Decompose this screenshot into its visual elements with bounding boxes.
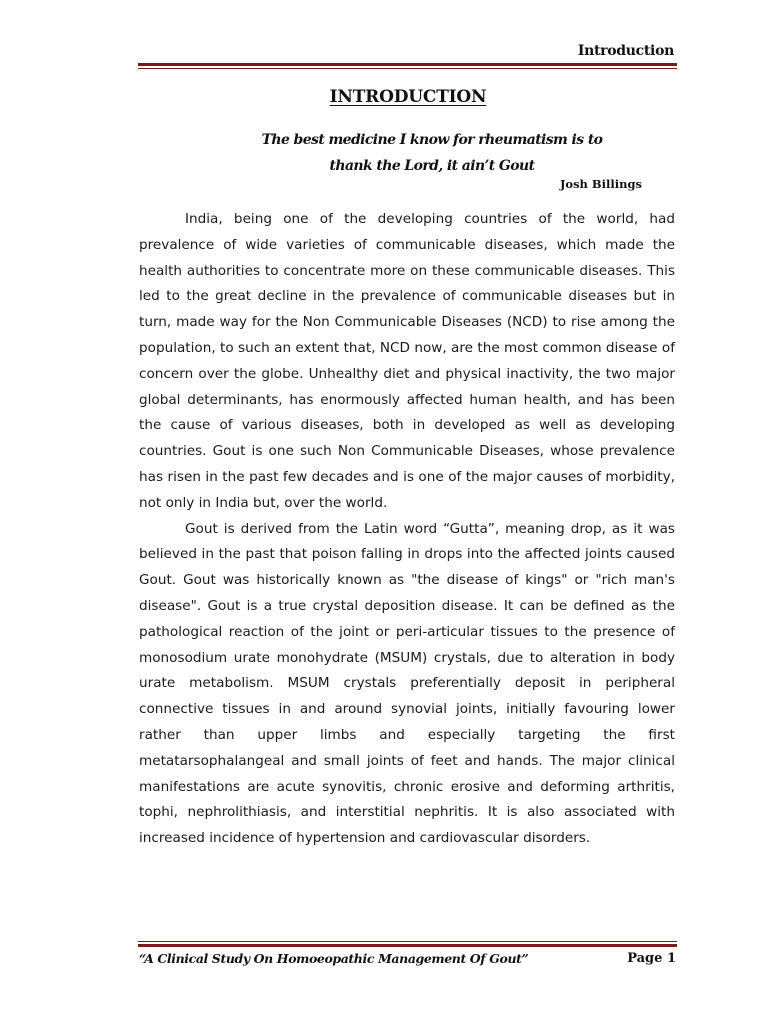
header-rule-thick [138,63,677,66]
footer-title: “A Clinical Study On Homoeopathic Management Of Gout” [139,951,529,966]
header-rule-thin [138,68,677,69]
paragraph-1: India, being one of the developing countries of the world, had prevalence of wide varieties of communicable diseases, which made the health authorities to concentrate more on these communicable diseases. This led to the great decline in the prevalence of communicable diseases but in turn, made way for the Non Communicable Diseases (NCD) to rise among the population, to such an extent that, NCD now, are the most common disease of concern over the globe. Unhealthy diet and physical inactivity, the two major global determinants, has enormously affected human health, and has been the cause of various diseases, both in developed as well as developing countries. Gout is one such Non Communicable Diseases, whose prevalence has risen in the past few decades and is one of the major causes of morbidity, not only in India but, over the world. [139,211,675,511]
running-header: Introduction [577,43,674,59]
paragraph-2: Gout is derived from the Latin word “Gutta”, meaning drop, as it was believed in the past that poison falling in drops into the affected joints caused Gout. Gout was historically known as "the disease of kings" or "rich man's disease". Gout is a true crystal deposition disease. It can be defined as the pathological reaction of the joint or peri-articular tissues to the presence of monosodium urate monohydrate (MSUM) crystals, due to alteration in body urate metabolism. MSUM crystals preferentially deposit in peripheral connective tissues in and around synovial joints, initially favouring lower rather than upper limbs and especially targeting the first metatarsophalangeal and small joints of feet and hands. The major clinical manifestations are acute synovitis, chronic erosive and deforming arthritis, tophi, nephrolithiasis, and interstitial nephritis. It is also associated with increased incidence of hypertension and cardiovascular disorders. [139,520,675,847]
epigraph-author: Josh Billings [559,177,642,191]
page-number: Page 1 [627,951,676,966]
page-title: INTRODUCTION [329,87,487,107]
epigraph-line-1: The best medicine I know for rheumatism is to [261,132,603,148]
footer-rule-thick [138,944,677,947]
epigraph-line-2: thank the Lord, it ain’t Gout [329,158,535,174]
footer-rule-thin [138,941,677,942]
body-text [139,207,675,852]
